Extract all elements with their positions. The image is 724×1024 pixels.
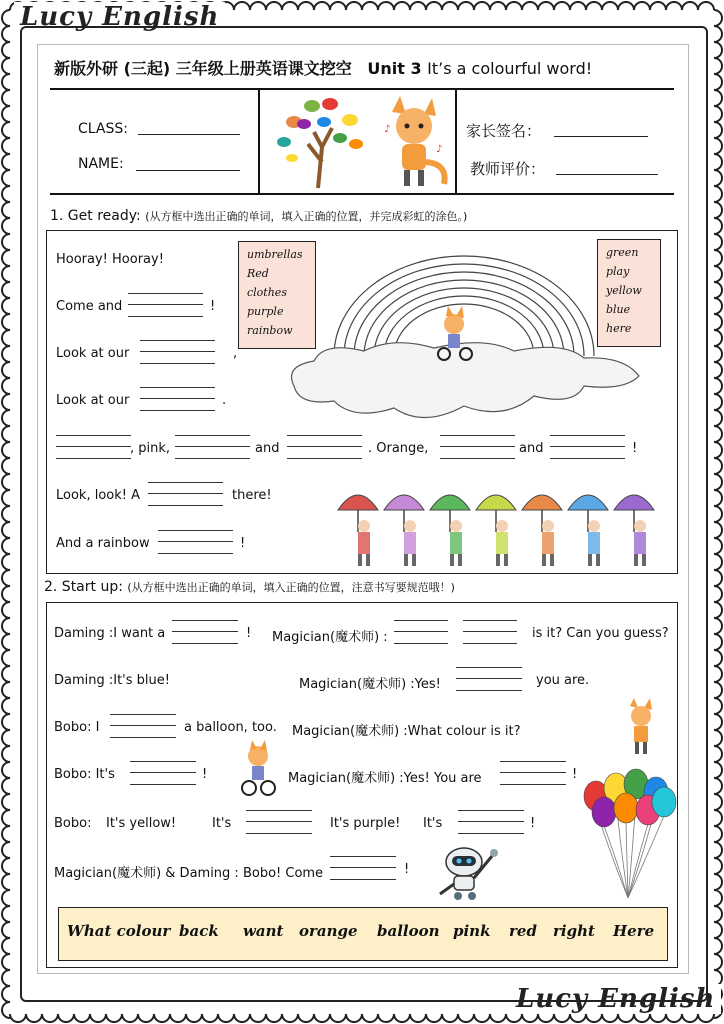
word-bank-item: want (243, 922, 284, 940)
umbrella-child-icon (522, 495, 562, 566)
s2-r5-its1: It's (212, 816, 232, 831)
s2-r2-text: Daming :It's blue! (54, 673, 170, 688)
umbrella-child-icon (476, 495, 516, 566)
s1-line4-text: Look at our (56, 393, 130, 408)
s2-blank-2[interactable] (394, 620, 448, 644)
s1-line1: Hooray! Hooray! (56, 252, 164, 267)
class-label: CLASS: (78, 121, 128, 137)
word-box-item: green (606, 246, 639, 259)
balloons-illustration (578, 698, 678, 908)
word-box-item: purple (247, 305, 284, 318)
robot-icon (430, 840, 506, 902)
brand-logo-top: Lucy English (14, 2, 225, 32)
word-bank-item: right (553, 922, 595, 940)
header-rule-top (50, 88, 674, 90)
s2-r4-magician: Magician(魔术师) :Yes! You are (288, 771, 482, 786)
word-box-item: here (606, 322, 632, 335)
s1-line2-text: Come and (56, 299, 123, 314)
section1-note: (从方框中选出正确的单词，填入正确的位置，并完成彩虹的涂色。) (145, 210, 468, 223)
s1-blank-7[interactable] (440, 435, 515, 459)
s2-r1-text: Daming :I want a (54, 626, 166, 641)
word-bank-item: balloon (377, 922, 440, 940)
s2-r5-purple: It's purple! (330, 816, 401, 831)
header-divider-left (258, 90, 260, 193)
s2-r5-end: ! (530, 816, 536, 831)
s1-blank-9[interactable] (148, 482, 223, 506)
s1-line7-text: And a rainbow (56, 536, 150, 551)
word-bank-item: orange (299, 922, 358, 940)
s2-r5-yellow: It's yellow! (106, 816, 177, 831)
parent-sign-field[interactable] (554, 136, 648, 137)
s1-line6-text: Look, look! A (56, 488, 140, 503)
s1-line4-end: . (222, 393, 227, 408)
name-label: NAME: (78, 156, 124, 172)
parent-sign-label: 家长签名： (466, 122, 542, 140)
s1-blank-8[interactable] (550, 435, 625, 459)
umbrella-child-icon (430, 495, 470, 566)
s1-line5-and1: and (255, 441, 280, 456)
teacher-eval-label: 教师评价： (470, 160, 546, 178)
s2-r5-bobo: Bobo: (54, 816, 92, 831)
name-field[interactable] (136, 170, 240, 171)
rainbow-arcs (334, 256, 594, 356)
s2-r5-its2: It's (423, 816, 443, 831)
balloon-icon (592, 797, 616, 827)
class-field[interactable] (138, 134, 240, 135)
s2-blank-4[interactable] (456, 667, 522, 691)
word-bank-item: What colour (67, 922, 171, 940)
section2-title: 2. Start up: (44, 579, 123, 595)
word-box-item: blue (606, 303, 631, 316)
s1-line5-orange: . Orange, (368, 441, 429, 456)
s2-r3-magician: Magician(魔术师) :What colour is it? (292, 724, 521, 739)
word-box-item: clothes (247, 286, 287, 299)
header-rule-bottom (50, 193, 674, 195)
word-bank (58, 907, 668, 961)
s2-blank-3[interactable] (463, 620, 517, 644)
s2-r6-end: ! (404, 862, 410, 877)
s2-blank-8[interactable] (246, 810, 312, 834)
s1-line5-and2: and (519, 441, 544, 456)
s1-blank-10[interactable] (158, 530, 233, 554)
s1-blank-6[interactable] (287, 435, 362, 459)
umbrella-child-icon (568, 495, 608, 566)
header-divider-right (455, 90, 457, 193)
s1-blank-4[interactable] (56, 435, 131, 459)
s1-line3-text: Look at our (56, 346, 130, 361)
umbrella-child-icon (384, 495, 424, 566)
teacher-eval-field[interactable] (556, 174, 658, 175)
s2-r4-end2: ! (572, 767, 578, 782)
section1-title: 1. Get ready: (50, 208, 141, 224)
svg-text:♪: ♪ (436, 144, 443, 155)
balloon-icon (652, 787, 676, 817)
cloud-icon (292, 343, 640, 418)
unit-label: Unit 3 (367, 59, 422, 78)
section1-heading (50, 208, 467, 224)
s2-r2-end: you are. (536, 673, 590, 688)
word-bank-item: red (509, 922, 537, 940)
s1-line7-end: ! (240, 536, 246, 551)
s2-blank-9[interactable] (458, 810, 524, 834)
balloon-icon (614, 793, 638, 823)
s2-r1-end: ! (246, 626, 252, 641)
umbrella-child-icon (614, 495, 654, 566)
unit-title: It’s a colourful word! (427, 59, 593, 78)
word-box-item: umbrellas (247, 248, 303, 261)
word-box-item: play (606, 265, 630, 278)
word-bank-item: back (179, 922, 219, 940)
fox-character-illustration (384, 96, 445, 186)
s1-line6-end: there! (232, 488, 272, 503)
s1-line5-end: ! (632, 441, 638, 456)
header-illustration (264, 92, 454, 192)
fox-on-bike-small-icon (238, 740, 278, 798)
fox-character-icon (630, 698, 652, 754)
s2-blank-10[interactable] (330, 856, 396, 880)
section2-heading (44, 579, 455, 595)
s2-r4-text: Bobo: It's (54, 767, 115, 782)
tree-illustration (277, 98, 363, 188)
word-bank-item: pink (453, 922, 491, 940)
s2-r4-end: ! (202, 767, 208, 782)
word-bank-item: Here (613, 922, 655, 940)
s2-r3-text: Bobo: I (54, 720, 100, 735)
s2-blank-6[interactable] (130, 761, 196, 785)
word-box-item: Red (247, 267, 269, 280)
section2-note: (从方框中选出正确的单词，填入正确的位置，注意书写要规范哦！) (127, 581, 455, 594)
s2-blank-7[interactable] (500, 761, 566, 785)
s2-r3-balloon: a balloon, too. (184, 720, 277, 735)
s2-r1-question: is it? Can you guess? (532, 626, 669, 641)
rainbow-illustration (284, 246, 644, 436)
s2-r6-text: Magician(魔术师) & Daming : Bobo! Come (54, 866, 324, 881)
brand-logo-bottom: Lucy English (510, 984, 721, 1014)
umbrella-child-icon (338, 495, 378, 566)
s2-blank-1[interactable] (172, 620, 238, 644)
s2-r2-magician: Magician(魔术师) :Yes! (299, 677, 441, 692)
s1-line2-end: ! (210, 299, 216, 314)
s2-r1-magician: Magician(魔术师) : (272, 630, 388, 645)
s1-blank-2[interactable] (140, 340, 215, 364)
s1-blank-1[interactable] (128, 293, 203, 317)
s1-blank-5[interactable] (175, 435, 250, 459)
umbrella-kids-illustration (336, 482, 668, 570)
s1-line3-end: , (233, 346, 238, 361)
page-title (54, 56, 674, 79)
s1-blank-3[interactable] (140, 387, 215, 411)
word-box-item: rainbow (247, 324, 293, 337)
title-text: 新版外研 (三起) 三年级上册英语课文挖空 (54, 59, 352, 78)
s2-blank-5[interactable] (110, 714, 176, 738)
word-box-item: yellow (606, 284, 642, 297)
s1-line5-pink: , pink, (130, 441, 171, 456)
svg-text:♪: ♪ (384, 124, 391, 135)
